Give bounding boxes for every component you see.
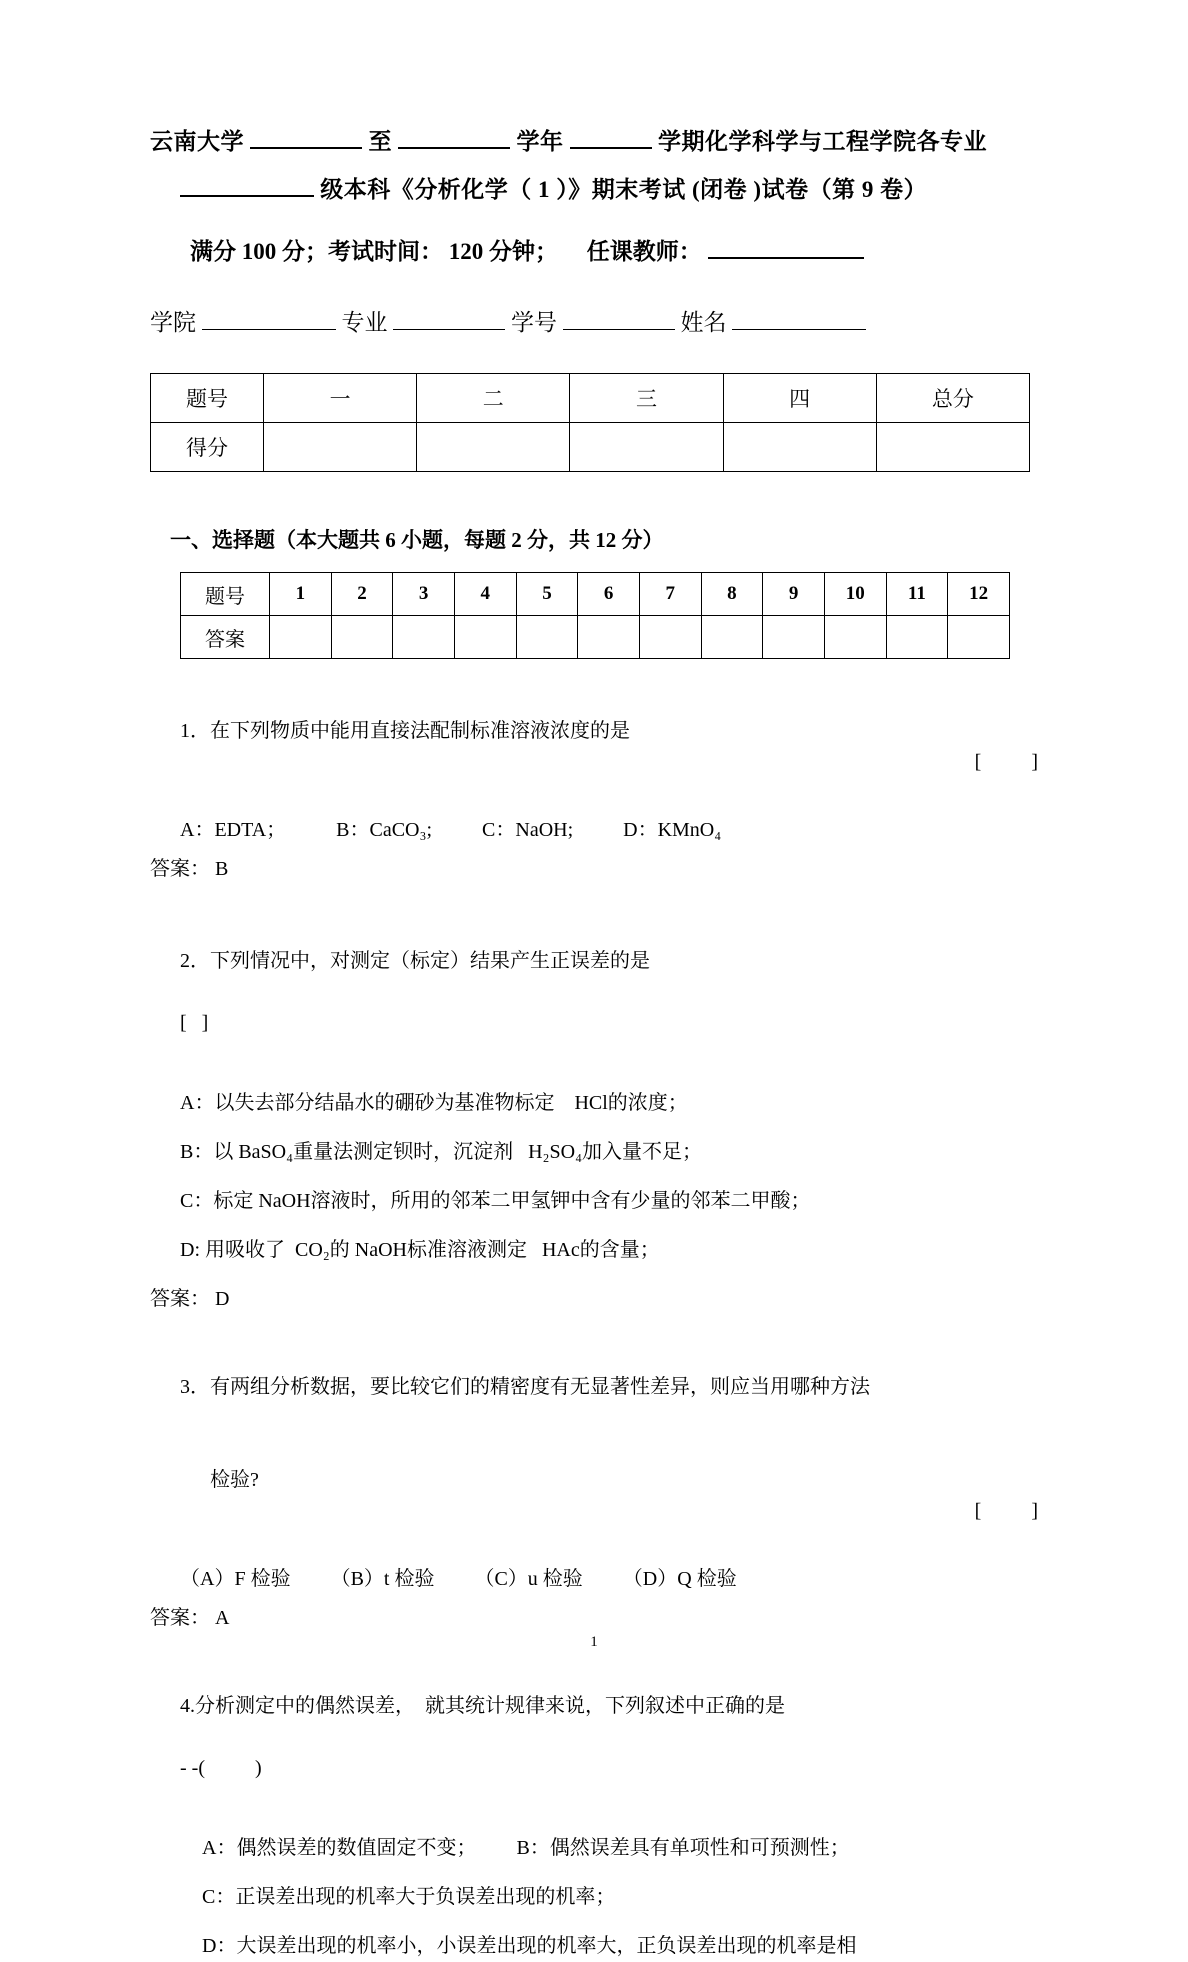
section-1-mid2: 分，共 xyxy=(527,528,590,553)
answer-grid-cell-1[interactable] xyxy=(270,616,332,659)
answer-grid-num-7: 7 xyxy=(639,573,701,616)
score-table-col-3: 四 xyxy=(723,374,876,423)
question-2-option-b: B：以 BaSO₄重量法测定钡时，沉淀剂 H₂SO₄加入量不足； xyxy=(180,1141,703,1164)
question-3-answer-row xyxy=(150,1603,1038,1634)
question-2 xyxy=(150,915,1038,1315)
question-1-answer-row xyxy=(150,854,1038,885)
question-4-option-ab: A：偶然误差的数值固定不变； B：偶然误差具有单项性和可预测性； xyxy=(202,1837,850,1860)
question-4 xyxy=(150,1660,1038,1962)
course-number: 1 xyxy=(538,176,550,202)
exam-time-unit: 分钟； xyxy=(489,239,558,265)
answer-grid-cell-4[interactable] xyxy=(454,616,516,659)
question-3-number: 3． xyxy=(180,1376,210,1399)
answer-grid-num-3: 3 xyxy=(393,573,455,616)
answer-grid-cell-6[interactable] xyxy=(578,616,640,659)
header-line2-c: ）》期末考试 xyxy=(556,176,686,202)
question-4-stem-row xyxy=(150,1660,1038,1815)
score-cell-4[interactable] xyxy=(876,423,1029,472)
answer-grid-cell-7[interactable] xyxy=(639,616,701,659)
table-row xyxy=(151,374,1030,423)
choice-answer-grid xyxy=(180,572,1010,659)
question-2-answer-row xyxy=(150,1284,1038,1315)
question-3-stem-row-2 xyxy=(150,1434,1038,1558)
answer-grid-label-number: 题号 xyxy=(181,573,270,616)
question-1-stem-row xyxy=(150,685,1038,809)
major-label: 专业 xyxy=(341,310,388,336)
score-cell-3[interactable] xyxy=(723,423,876,472)
score-table-col-0: 一 xyxy=(264,374,417,423)
answer-grid-cell-12[interactable] xyxy=(948,616,1010,659)
header-line-4 xyxy=(150,304,1038,337)
major-blank xyxy=(393,329,505,330)
section-1-suffix: 分） xyxy=(621,528,664,553)
question-3-options: （A）F 检验 （B）t 检验 （C）u 检验 （D）Q 检验 xyxy=(180,1568,737,1591)
section-1-question-count: 6 xyxy=(385,528,396,553)
answer-grid-num-6: 6 xyxy=(578,573,640,616)
college-blank xyxy=(202,329,336,330)
question-2-answer: D xyxy=(215,1288,230,1311)
answer-grid-num-9: 9 xyxy=(763,573,825,616)
answer-grid-num-5: 5 xyxy=(516,573,578,616)
question-2-answer-label: 答案： xyxy=(150,1288,210,1311)
full-score-value: 100 xyxy=(241,239,277,265)
year-blank-1 xyxy=(250,147,362,149)
question-3-answer: A xyxy=(215,1607,230,1630)
answer-grid-cell-5[interactable] xyxy=(516,616,578,659)
header-line2-g: 卷） xyxy=(880,176,928,202)
score-table-col-4: 总分 xyxy=(876,374,1029,423)
exam-time-value: 120 xyxy=(448,239,484,265)
answer-grid-label-answer: 答案 xyxy=(181,616,270,659)
header-line2-closed-book: (闭卷 xyxy=(692,176,748,202)
answer-grid-cell-10[interactable] xyxy=(824,616,886,659)
table-row xyxy=(181,616,1010,659)
answer-grid-num-10: 10 xyxy=(824,573,886,616)
section-1-title-prefix: 一、选择题（本大题共 xyxy=(170,528,380,553)
college-label: 学院 xyxy=(150,310,196,336)
question-3-bracket: [ ] xyxy=(974,1500,1038,1523)
section-1-title xyxy=(150,524,1038,554)
header-line1-tail: 学期化学科学与工程学院各专业 xyxy=(658,129,987,154)
header-line-1 xyxy=(150,120,1038,164)
student-id-blank xyxy=(563,329,675,330)
header-line2-e: )试卷（第 xyxy=(753,176,856,202)
student-id-label: 学号 xyxy=(511,310,557,336)
score-table-row-label-0: 题号 xyxy=(151,374,264,423)
grade-blank xyxy=(180,195,314,197)
question-1-number: 1． xyxy=(180,720,210,743)
question-1-answer-label: 答案： xyxy=(150,858,210,881)
question-1-answer: B xyxy=(215,858,229,881)
question-2-stem: 下列情况中，对测定（标定）结果产生正误差的是 xyxy=(210,950,650,973)
question-4-bracket: - -( ) xyxy=(180,1757,262,1780)
score-table-col-2: 三 xyxy=(570,374,723,423)
table-row xyxy=(181,573,1010,616)
header-line2-a: 级本科《分析化学（ xyxy=(320,176,532,202)
header-line1-academic-year: 学年 xyxy=(516,129,564,154)
question-3-stem: 有两组分析数据，要比较它们的精密度有无显著性差异，则应当用哪种方法 xyxy=(210,1376,870,1399)
question-2-option-a: A：以失去部分结晶水的硼砂为基准物标定 HCl的浓度； xyxy=(180,1092,688,1115)
section-1-mid: 小题，每题 xyxy=(401,528,506,553)
answer-grid-cell-11[interactable] xyxy=(886,616,948,659)
score-cell-1[interactable] xyxy=(417,423,570,472)
question-4-option-d: D：大误差出现的机率小，小误差出现的机率大，正负误差出现的机率是相 xyxy=(202,1935,857,1958)
question-2-stem-row xyxy=(150,915,1038,1070)
question-2-bracket: [ ] xyxy=(180,1012,209,1035)
question-4-stem: 分析测定中的偶然误差， 就其统计规律来说，下列叙述中正确的是 xyxy=(195,1695,785,1718)
teacher-label: 任课教师： xyxy=(586,239,702,265)
full-score-label: 满分 xyxy=(190,239,236,265)
name-blank xyxy=(732,329,866,330)
header-line-3 xyxy=(150,233,1038,266)
header-line-2 xyxy=(150,168,1038,212)
score-cell-0[interactable] xyxy=(264,423,417,472)
answer-grid-cell-3[interactable] xyxy=(393,616,455,659)
teacher-blank xyxy=(708,257,864,259)
paper-number: 9 xyxy=(861,176,874,202)
answer-grid-num-11: 11 xyxy=(886,573,948,616)
question-2-option-c: C：标定 NaOH溶液时，所用的邻苯二甲氢钾中含有少量的邻苯二甲酸； xyxy=(180,1190,811,1213)
name-label: 姓名 xyxy=(680,310,727,336)
answer-grid-num-4: 4 xyxy=(454,573,516,616)
answer-grid-cell-2[interactable] xyxy=(331,616,393,659)
question-3-stem-cont: 检验? xyxy=(210,1469,259,1492)
table-row xyxy=(151,423,1030,472)
score-table-col-1: 二 xyxy=(417,374,570,423)
question-2-option-d: D: 用吸收了 CO₂的 NaOH标准溶液测定 HAc的含量； xyxy=(180,1239,660,1262)
question-3-stem-row xyxy=(150,1341,1038,1434)
score-cell-2[interactable] xyxy=(570,423,723,472)
question-1-bracket: [ ] xyxy=(974,751,1038,774)
score-table-row-label-1: 得分 xyxy=(151,423,264,472)
question-2-number: 2． xyxy=(180,950,210,973)
answer-grid-cell-9[interactable] xyxy=(763,616,825,659)
exam-time-label: 分；考试时间： xyxy=(282,239,443,265)
question-3-answer-label: 答案： xyxy=(150,1607,210,1630)
section-1-total-points: 12 xyxy=(595,528,617,553)
score-summary-table xyxy=(150,373,1030,472)
question-4-number: 4. xyxy=(180,1695,195,1718)
year-blank-2 xyxy=(398,147,510,149)
header-line1-to: 至 xyxy=(368,129,392,154)
section-1-points-each: 2 xyxy=(511,528,522,553)
term-blank xyxy=(570,147,652,149)
university-name: 云南大学 xyxy=(150,129,244,154)
question-1 xyxy=(150,685,1038,885)
question-4-option-c: C：正误差出现的机率大于负误差出现的机率； xyxy=(202,1886,616,1909)
question-1-options: A：EDTA； B：CaCO₃; C：NaOH; D：KMnO₄ xyxy=(180,819,722,842)
answer-grid-num-2: 2 xyxy=(331,573,393,616)
answer-grid-num-1: 1 xyxy=(270,573,332,616)
answer-grid-cell-8[interactable] xyxy=(701,616,763,659)
answer-grid-num-8: 8 xyxy=(701,573,763,616)
question-1-stem: 在下列物质中能用直接法配制标准溶液浓度的是 xyxy=(210,720,630,743)
answer-grid-num-12: 12 xyxy=(948,573,1010,616)
question-3 xyxy=(150,1341,1038,1634)
page-number: 1 xyxy=(590,1634,598,1650)
